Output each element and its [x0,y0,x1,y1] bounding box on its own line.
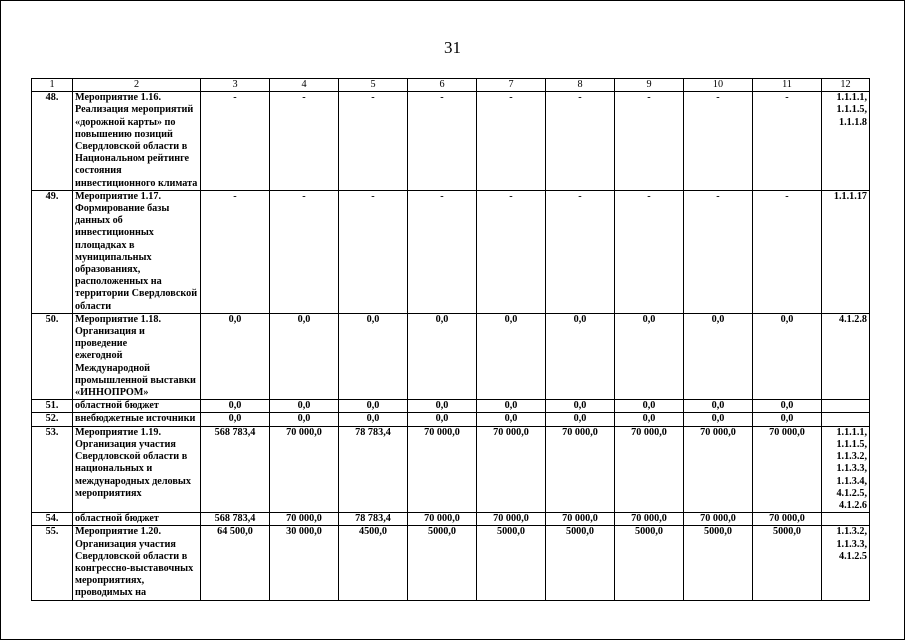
header-col-9: 9 [615,79,684,92]
table-row [32,313,870,399]
value-cell: 70 000,0 [270,513,339,526]
value-cell: 0,0 [201,313,270,399]
row-number: 54. [32,513,73,526]
value-cell: 0,0 [546,313,615,399]
value-cell: - [615,92,684,191]
value-cell: 0,0 [615,313,684,399]
value-cell: 78 783,4 [339,513,408,526]
value-cell: 0,0 [546,400,615,413]
table-row [32,426,870,512]
value-cell: 70 000,0 [477,513,546,526]
row-number: 55. [32,526,73,600]
row-number: 49. [32,190,73,313]
value-cell: 5000,0 [684,526,753,600]
value-cell: - [684,92,753,191]
value-cell: 5000,0 [408,526,477,600]
row-number: 52. [32,413,73,426]
row-number: 48. [32,92,73,191]
value-cell: 0,0 [408,313,477,399]
row-name: внебюджетные источники [73,413,201,426]
row-name: областной бюджет [73,400,201,413]
value-cell: - [753,92,822,191]
value-cell: 0,0 [684,313,753,399]
row-name: областной бюджет [73,513,201,526]
value-cell: 70 000,0 [753,426,822,512]
value-cell: 70 000,0 [546,513,615,526]
value-cell: 0,0 [615,400,684,413]
row-name: Мероприятие 1.17. Формирование базы данных об инвестиционных площадках в муниципальных образованиях, расположенных на территории Свердловской области [73,190,201,313]
value-cell: 0,0 [201,413,270,426]
value-cell: 70 000,0 [408,513,477,526]
reference-cell: 1.1.1.17 [822,190,870,313]
value-cell: 70 000,0 [615,513,684,526]
program-table [31,78,870,601]
value-cell: 0,0 [753,313,822,399]
table-row [32,400,870,413]
value-cell: 70 000,0 [615,426,684,512]
value-cell: 70 000,0 [270,426,339,512]
value-cell: 0,0 [339,413,408,426]
value-cell: - [339,92,408,191]
reference-cell: 1.1.3.2, 1.1.3.3, 4.1.2.5 [822,526,870,600]
value-cell: 5000,0 [615,526,684,600]
value-cell: 0,0 [477,313,546,399]
page-number: 31 [444,38,461,57]
value-cell: - [270,92,339,191]
header-col-2: 2 [73,79,201,92]
value-cell: - [477,190,546,313]
table-row [32,92,870,191]
table-row [32,513,870,526]
reference-cell: 4.1.2.8 [822,313,870,399]
value-cell: - [684,190,753,313]
value-cell: 70 000,0 [753,513,822,526]
value-cell: 0,0 [546,413,615,426]
value-cell: - [339,190,408,313]
value-cell: - [753,190,822,313]
value-cell: 0,0 [684,413,753,426]
header-col-1: 1 [32,79,73,92]
value-cell: 70 000,0 [684,513,753,526]
value-cell: - [201,190,270,313]
value-cell: 0,0 [270,400,339,413]
value-cell: 64 500,0 [201,526,270,600]
table-row [32,413,870,426]
value-cell: 70 000,0 [684,426,753,512]
value-cell: 70 000,0 [408,426,477,512]
value-cell: 4500,0 [339,526,408,600]
row-number: 50. [32,313,73,399]
value-cell: 70 000,0 [477,426,546,512]
value-cell: 0,0 [339,400,408,413]
row-number: 53. [32,426,73,512]
header-col-4: 4 [270,79,339,92]
value-cell: - [615,190,684,313]
row-name: Мероприятие 1.20. Организация участия Свердловской области в конгрессно-выставочных мероприятиях, проводимых на [73,526,201,600]
row-name: Мероприятие 1.18. Организация и проведение ежегодной Международной промышленной выставки «ИННОПРОМ» [73,313,201,399]
value-cell: 70 000,0 [546,426,615,512]
value-cell: 0,0 [339,313,408,399]
value-cell: 0,0 [270,313,339,399]
header-col-12: 12 [822,79,870,92]
header-col-3: 3 [201,79,270,92]
table-row [32,526,870,600]
value-cell: 0,0 [753,413,822,426]
row-name: Мероприятие 1.19. Организация участия Свердловской области в национальных и международных деловых мероприятиях [73,426,201,512]
value-cell: 0,0 [201,400,270,413]
reference-cell [822,413,870,426]
reference-cell: 1.1.1.1, 1.1.1.5, 1.1.1.8 [822,92,870,191]
value-cell: 568 783,4 [201,513,270,526]
reference-cell [822,513,870,526]
value-cell: 0,0 [684,400,753,413]
header-row [32,79,870,92]
value-cell: - [408,92,477,191]
value-cell: - [477,92,546,191]
header-col-7: 7 [477,79,546,92]
header-col-6: 6 [408,79,477,92]
value-cell: 0,0 [753,400,822,413]
reference-cell [822,400,870,413]
reference-cell: 1.1.1.1, 1.1.1.5, 1.1.3.2, 1.1.3.3, 1.1.3.4, 4.1.2.5, 4.1.2.6 [822,426,870,512]
value-cell: 5000,0 [753,526,822,600]
header-col-10: 10 [684,79,753,92]
value-cell: 0,0 [408,413,477,426]
header-col-11: 11 [753,79,822,92]
value-cell: 0,0 [408,400,477,413]
table-row [32,190,870,313]
value-cell: - [201,92,270,191]
header-col-8: 8 [546,79,615,92]
value-cell: 30 000,0 [270,526,339,600]
value-cell: 5000,0 [477,526,546,600]
value-cell: 0,0 [477,413,546,426]
header-col-5: 5 [339,79,408,92]
row-number: 51. [32,400,73,413]
value-cell: 5000,0 [546,526,615,600]
row-name: Мероприятие 1.16. Реализация мероприятий «дорожной карты» по повышению позиций Свердловской области в Национальном рейтинге состояния инвестиционного климата [73,92,201,191]
value-cell: 0,0 [477,400,546,413]
value-cell: - [546,190,615,313]
value-cell: - [408,190,477,313]
value-cell: 568 783,4 [201,426,270,512]
value-cell: 78 783,4 [339,426,408,512]
value-cell: 0,0 [615,413,684,426]
value-cell: 0,0 [270,413,339,426]
value-cell: - [546,92,615,191]
value-cell: - [270,190,339,313]
